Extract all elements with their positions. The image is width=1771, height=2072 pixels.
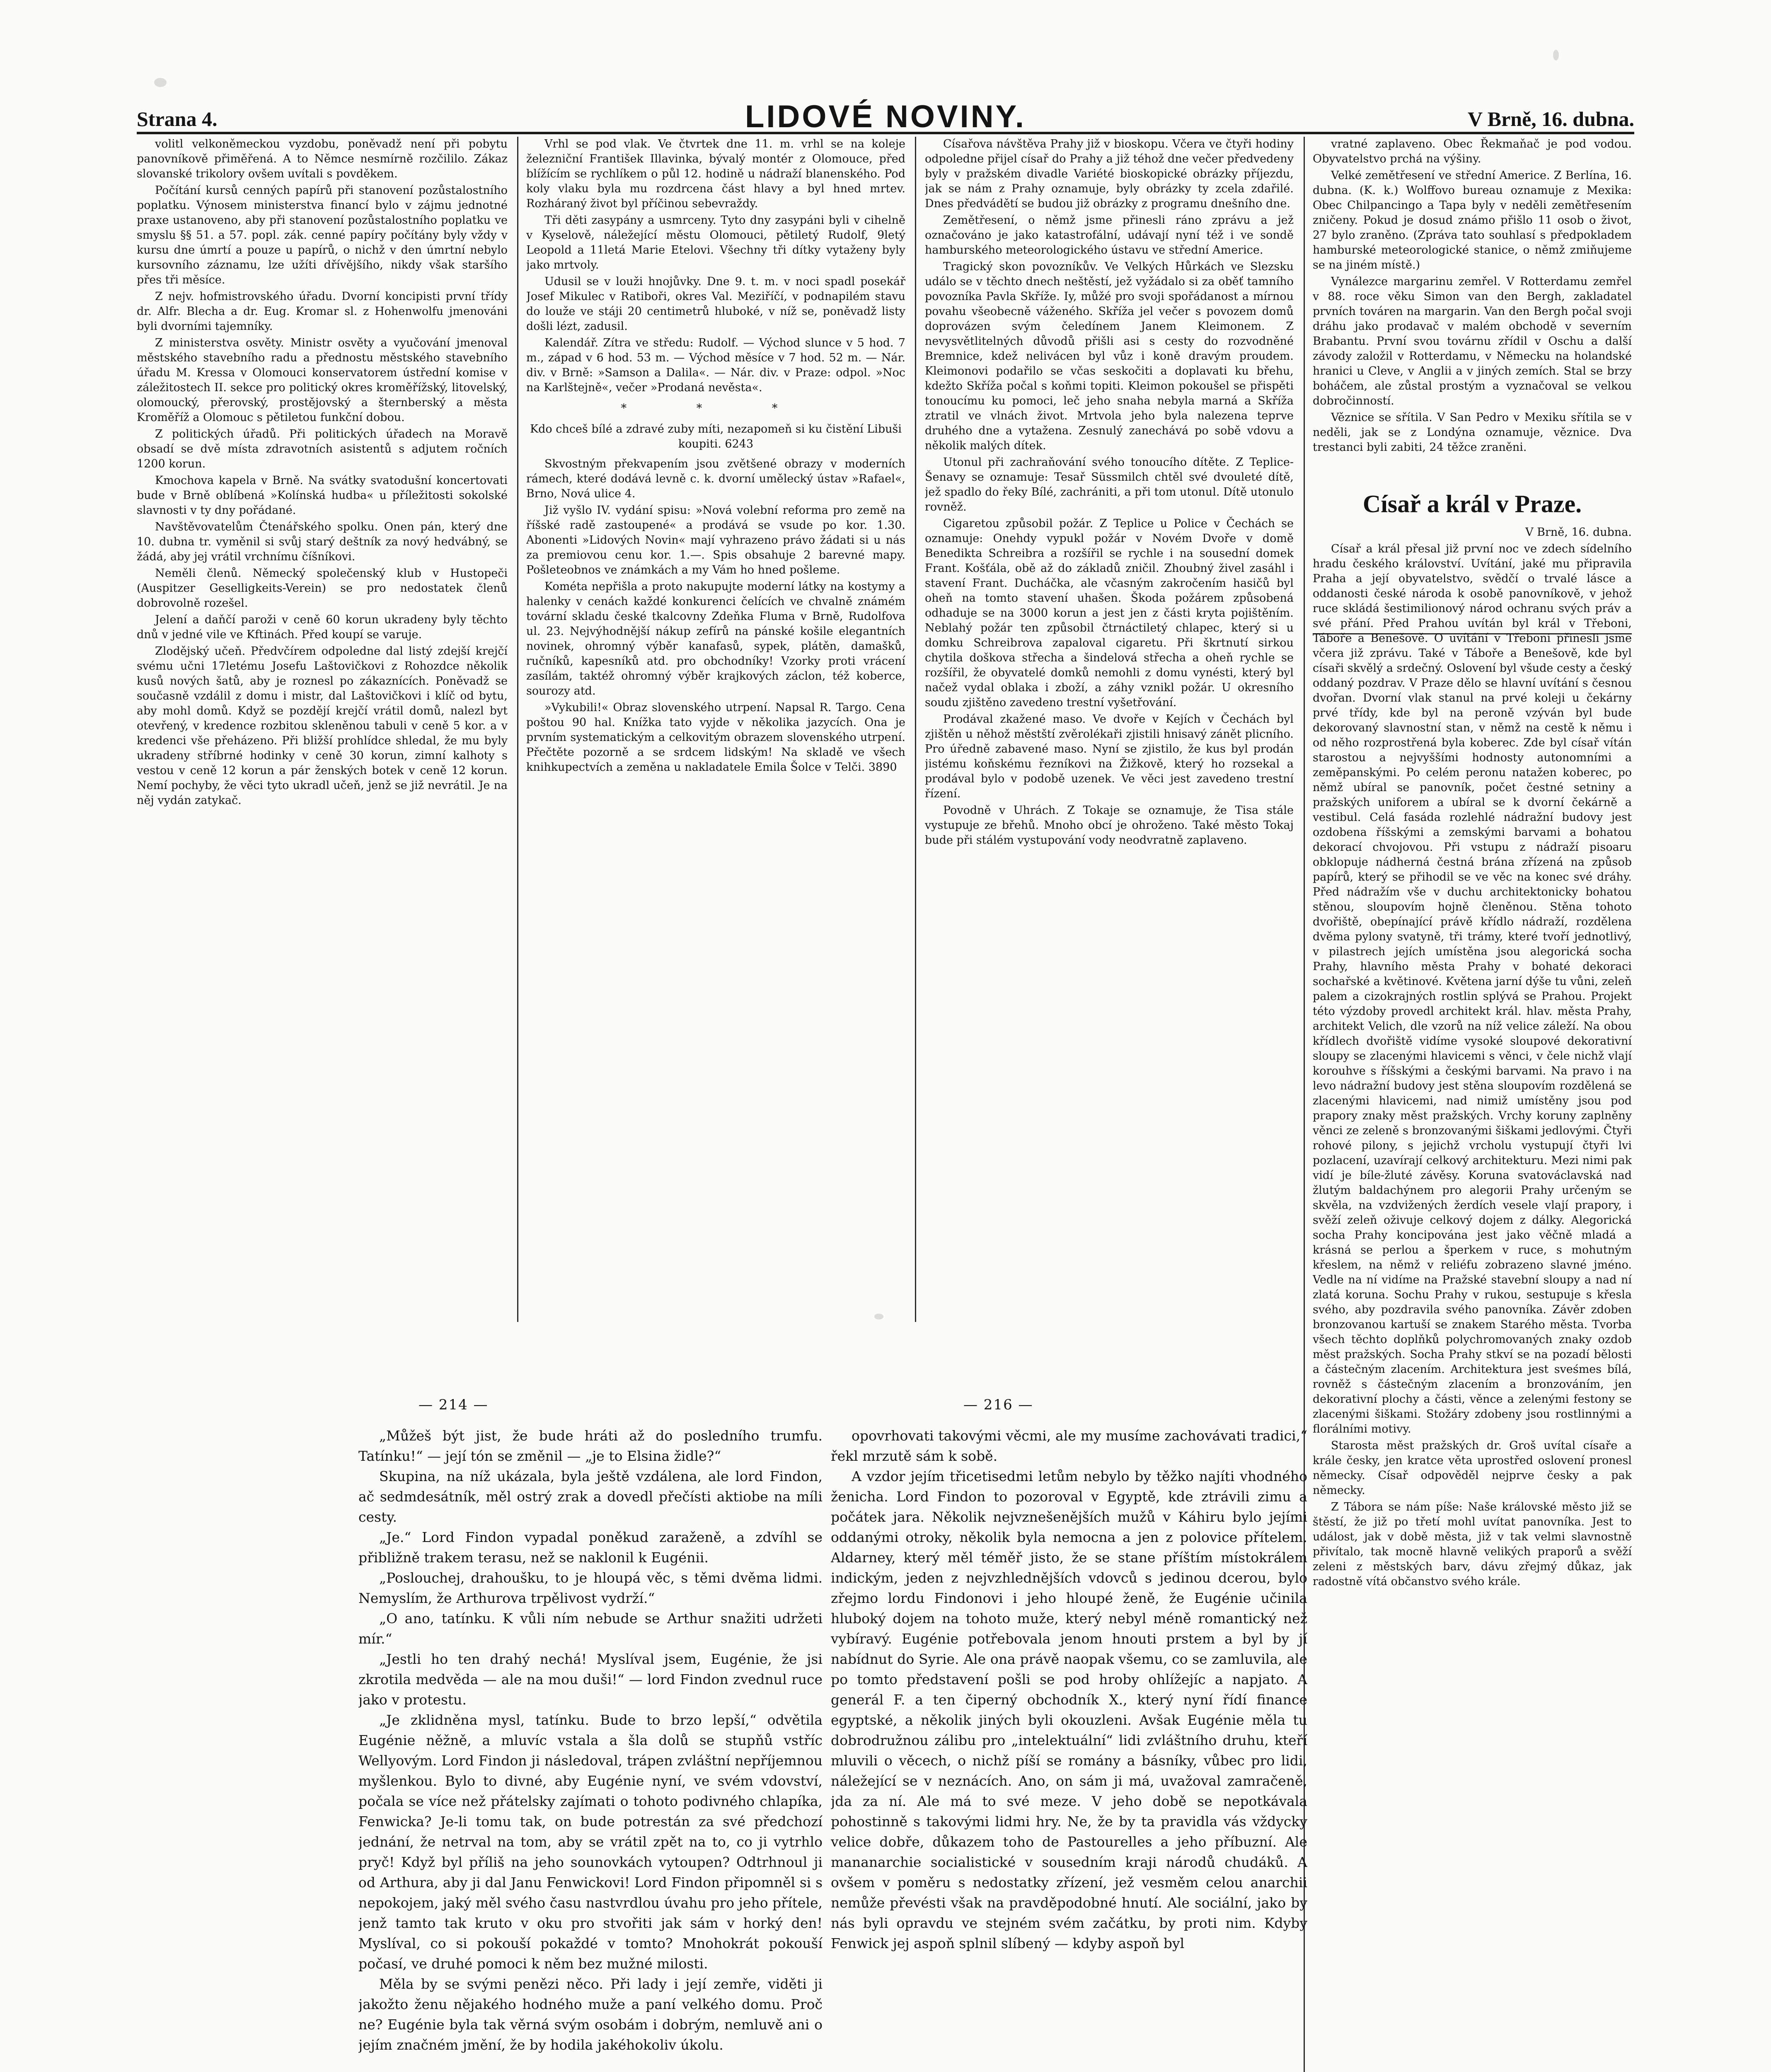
news-item: Z nejv. hofmistrovského úřadu. Dvorní koncipisti první třídy dr. Alfr. Blecha a dr. Eug. Kromar sl. z Hohenwolfu jmenováni byli dvorními tajemníky. — [137, 290, 508, 333]
news-item: Zlodějský učeň. Předvčírem odpoledne dal listý zdejší krejčí svému učni 17letému Josefu Laštovičkovi z Rohozdce několik kusů nových šatů, aby je roznesl po zákaznících. Poněvadž se současně vzdálil z domu i mistr, dal Laštovičkovi i klíč od bytu, aby mohl domů. Když se pozdějí krejčí vrátil domů, nalezl byt otevřený, v kredence rozbitou skleněnou tabuli v ceně 5 kor. a v kredenci vše přeházeno. Při bližší prohlídce shledal, že mu byly ukradeny stříbrné hodinky v ceně 30 korun, zimní kalhoty s vestou v ceně 12 korun a pár ženských botek v ceně 12 korun. Nemí pochyby, že věci tyto ukradl učeň, jenž se již nevrátil. Je na něj vydán zatykač. — [137, 645, 508, 807]
masthead-rule — [137, 132, 1634, 134]
news-item: Velké zemětřesení ve střední Americe. Z Berlína, 16. dubna. (K. k.) Wolffovo bureau oznamuje z Mexika: Obec Chilpancingo a Tapa byly v neděli zemětřesením zničeny. Pokud je dosud známo přišlo 11 osob o život, 27 bylo zraněno. (Zpráva tato souhlasí s předpokladem hamburské meteorologické stanice, o němž zmiňujeme se na jiném místě.) — [1313, 169, 1632, 271]
news-item: Prodával zkažené maso. Ve dvoře v Kejích v Čechách byl zjištěn u něhož městští zvěrolékaři zjistili hnisavý zánět plicního. Pro úředně zabavené maso. Nyní se zjistilo, že kus byl prodán jistému koňskému řezníkovi na Žižkově, který ho rozsekal a prodával bylo v podobě uzenek. Ve věci jest zavedeno trestní řízení. — [925, 713, 1294, 800]
news-item: Kalendář. Zítra ve středu: Rudolf. — Východ slunce v 5 hod. 7 m., západ v 6 hod. 53 m. — Východ měsíce v 7 hod. 52 m. — Nár. div. v Brně: »Samson a Dalila«. — Nár. div. v Praze: odpol. »Noc na Karlštejně«, večer »Prodaná nevěsta«. — [526, 336, 905, 394]
news-column-2 — [526, 137, 905, 1322]
page-number: Strana 4. — [137, 107, 218, 131]
paper-blemish — [154, 78, 167, 87]
news-item: Kmochova kapela v Brně. Na svátky svatodušní koncertovati bude v Brně oblíbená »Kolínská hudba« u příležitosti sokolské slavnosti v ty dny pořádané. — [137, 474, 508, 517]
advertisement: Kdo chceš bílé a zdravé zuby míti, nezapomeň si ku čistění Libuši koupiti. 6243 — [530, 423, 902, 450]
column-divider — [915, 137, 916, 1322]
novel-page-left — [358, 1426, 823, 2072]
news-item: Utonul při zachraňování svého tonoucího dítěte. Z Teplice-Šenavy se oznamuje: Tesař Süssmilch chtěl své dvouleté dítě, jež spadlo do řeky Bílé, zachrániti, a při tom utonul. Dítě utonulo rovněž. — [925, 456, 1294, 513]
news-item: Věznice se sřítila. V San Pedro v Mexiku sřítila se v neděli, jak se z Londýna oznamuje, věznice. Dva trestanci byli zabiti, 24 těžce zraněni. — [1313, 411, 1632, 454]
news-item: Počítání kursů cenných papírů při stanovení pozůstalostního poplatku. Výnosem ministerstva financí bylo v zájmu jednotné praxe ustanoveno, aby při stanovení pozůstalostního poplatku ve smyslu §§ 51. a 57. popl. zák. cenné papíry počítány byly vždy v kursu dne úmrtí a pouze u papírů, o nichž v den úmrtní nebylo kursovního záznamu, lze užíti dřívějšího, nikdy však staršího přes tři měsíce. — [137, 184, 508, 286]
news-item: Vrhl se pod vlak. Ve čtvrtek dne 11. m. vrhl se na koleje železniční František Illavinka, bývalý montér z Olomouce, před blížícím se rychlíkem o půl 12. hodině u nádraží blanenského. Pod koly vlaku byla mu rozdrcena část hlavy a byl hned mrtev. Rozháraný život byl příčinou sebevraždy. — [526, 138, 905, 210]
novel-paragraph: „Je zklidněna mysl, tatínku. Bude to brzo lepší,“ odvětila Eugénie něžně, a mluvíc vstala a šla dolů se stupňů vstříc Wellyovým. Lord Findon ji následoval, trápen zvláštní nepříjemnou myšlenkou. Bylo to divné, aby Eugénie nyní, ve svém vdovství, počala se více než přátelsky zajímati o tohoto podivného chlapíka, Fenwicka? Je-li tomu tak, on bude potrestán za své předchozí jednání, že netrval na tom, aby se vrátil zpět na to, co ji vytrhlo pryč! Když byl příliš na jeho sounovkách vytoupen? Odtrhnoul ji od Arthura, aby ji dal Janu Fenwickovi! Lord Findon připomněl si s nepokojem, jaký měl svého času nastvrdlou úvahu pro jeho přítele, jenž tamto tak kruto v oku pro stvořiti jak sám v horký den! Myslíval, co si pokouší pokaždé v tomto? Mnohokrát pokouší počasí, ve druhé pomoci k něm bez mužné milosti. — [358, 1712, 823, 1972]
news-item: Neměli členů. Německý společenský klub v Hustopeči (Auspitzer Geselligkeits-Verein) se pro nedostatek členů dobrovolně rozešel. — [137, 567, 508, 610]
news-item: Zemětřesení, o němž jsme přinesli ráno zprávu a jež označováno je jako katastrofální, udávají nyní též i ve sondě hamburského meteorologického ústavu ve střední Americe. — [925, 214, 1294, 257]
news-item: Navštěvovatelům Čtenářského spolku. Onen pán, který dne 10. dubna tr. vyměnil si svůj starý deštník za nový hedvábný, se žádá, aby jej vrátil vrchnímu číšníkovi. — [137, 520, 508, 563]
paper-blemish — [1553, 50, 1559, 61]
novel-paragraph: A vzdor jejím třicetisedmi letům nebylo by těžko najíti vhodného ženicha. Lord Findon to pozoroval v Egyptě, kde ztrávili zimu a počátek jara. Několik nejvznešenějších mužů v Káhiru bylo jejími oddanými otroky, několik byla nemocna a jen z polovice přítelem. Aldarney, který měl téměř jisto, že se stane příštím místokrálem indickým, jeden z nejvzhlednějších vdovců s jedinou dcerou, bylo zřejmo lordu Findonovi i jeho hloupé ženě, že Eugénie učinila hluboký dojem na tohoto muže, který nebyl méně romantický než vybíravý. Eugénie potřebovala jenom hnouti prstem a byl by jí nabídnut do Syrie. Ale ona právě naopak všemu, co se zamluvila, ale po tomto představení pošli se pod hroby ohlížejíc a napjato. A generál F. a ten čiperný obchodník X., který nyní řídí finance egyptské, a několik jiných byli okouzleni. Avšak Eugénie měla tu dobrodružnou zálibu pro „intelektuální“ lidi zvláštního druhu, kteří mluvili o věcech, o nichž píší se romány a básníky, vůbec pro lidi, náležející se v neznácích. Ano, on sám ji má, uvažoval zamračeně, jda za ní. Ale má to své meze. V jeho době se nepotkávala pohostinně s takovými lidmi hry. Ne, že by ta pravidla vás vždycky velice dobře, důkazem toho de Pastourelles a jeho příbuzní. Ale mananarchie socialistické v sousedním kraji národů chudáků. A ovšem v poměru s nedostatky zřízení, jež vesměm celou anarchii nemůže převésti však na pravděpodobné hnutí. Ale sociální, jako by nás byli opravdu ve stejném svém začátku, by proti nim. Kdyby Fenwick jej aspoň splnil slíbený — kdyby aspoň byl — [831, 1468, 1307, 1951]
article-paragraph: Císař a král přesal již první noc ve zdech sídelního hradu českého království. Uvítání, jaké mu připravila Praha a její obyvatelstvo, svědčí o trvalé lásce a oddanosti české národa k osobě panovníkově, v jehož ruce skládá šestimilionový národ ochranu svých práv a své přání. Před Prahou uvítán byl král v Třeboni, Táboře a Benešově. O uvítání v Třeboni přinesli jsme včera již zprávu. Také v Táboře a Benešově, kde byl císaři skvělý a srdečný. Oslovení byl všude cesty a český oddaný pozdrav. V Praze dělo se hlavní uvítání s česnou dvořan. Dvorní vlak stanul na prvé koleji u čekárny prvé třídy, kde byl na peroně vzýván byl bude dekorovaný slavnostní stan, v němž na cestě k němu i od něho rozprostřená byla koberec. Zde byl císař vítán starostou a nejvyššími hodnosty autonomními a zeměpanskými. Po celém peronu natažen koberec, po němž ubíral se panovník, počet čestné setniny a pražských uniforem a ubíral se k dvorní čekárně a vestibul. Celá fasáda rozlehlé nádražní budovy jest ozdobena říšskými a zemskými barvami a bohatou dekorací chvojovou. Při vstupu z nádraží pisoaru obklopuje nádherná čestná brána zřízená na způsob papírů, který se přihodil se ve věc na konec své dráhy. Před nádražím vše v duchu architektonicky bohatou stěnou, sloupovím hojně členěnou. Stěna tohoto dvořiště, obepínající právě křídlo nádraží, rozdělena dvěma pylony svatyně, tři trámy, které tvoří jednotlivý, v pilastrech jejích umístěna jsou alegorická socha Prahy, hlavního města Prahy v bohaté dekoraci sochařské a květinové. Květena jarní dýše tu vůni, zeleň palem a cizokrajných rostlin splývá se Prahou. Projekt této výzdoby provedl architekt král. hlav. města Prahy, architekt Velich, dle vzorů na níž velice záleží. Na obou křídlech dvořiště vidíme vysoké sloupové dekorativní sloupy se zlacenými hlavicemi s věnci, v čele nichž vlají korouhve s říšskými a českými barvami. Na pravo i na levo nádražní budovy jest stěna sloupovím rozdělená se zlacenými hlavicemi, nad nimiž umístěny jsou pod prapory znaky měst pražských. Vrchy koruny zaplněny věnci ze zeleně s bronzovanými šiškami jedlovými. Čtyři rohové pilony, s jejichž vrcholu vystupují čtyři lvi pozlacení, uzavírají celkový architekturu. Mezi nimi pak vidí je bíle-žluté závěsy. Koruna svatováclavská nad žlutým baldachýnem pro alegorii Prahy určeným se skvěla, na vzdvižených žerdích vesele vlají prapory, i svěží zeleň oživuje celkový dojem z dálky. Alegorická socha Prahy koncipována jest jako věčně mladá a krásná se perlou a šperkem v ruce, s mohutným křeslem, na němž v reliéfu zobrazeno slavné jméno. Vedle na ní vidíme na Pražské stavební sloupy a nad ní zlatá koruna. Sochu Prahy v rukou, sestupuje s křesla svého, aby pozdravila svého panovníka. Závěr zdoben bronzovanou kartuší se znakem Starého města. Tvorba všech těchto doplňků polychromovaných znaky ozdob měst pražských. Socha Prahy stkví se na pozadí bělosti a částečným zlacením. Architektura jest sveśmes bílá, rovněž s částečným zlacením a bronzováním, jen dekorativní plochy a části, věnce a zelenými festony se zlacenými šiškami. Stožáry zdobeny jsou rostlinnými a florálními motivy. — [1313, 542, 1632, 1435]
novel-paragraph: „Poslouchej, drahoušku, to je hloupá věc, s těmi dvěma lidmi. Nemyslím, že Arthurova trpělivost vydrží.“ — [358, 1570, 823, 1606]
novel-page-number-left: — 214 — — [419, 1397, 489, 1413]
novel-paragraph: „Jestli ho ten drahý nechá! Myslíval jsem, Eugénie, že jsi zkrotila medvěda — ale na mou duši!“ — lord Findon zvednul ruce jako v protestu. — [358, 1651, 823, 1708]
advertisement: Kométa nepřišla a proto nakupujte moderní látky na kostymy a halenky v cenách každé konkurenci čelících ve chvalně známém tovární skladu české tkalcovny Zdeňka Fluma v Brně, Rudolfova ul. 23. Nejvýhodnější nákup zefírů na pánské košile elegantních novinek, ohromný výběr kanafasů, sypek, plátěn, damašků, ručníků, kapesníků atd. pro obchodníky! Vzorky proti vrácení zasílám, taktéž ohromný výběr krajkových záclon, též koberce, sourozy atd. — [526, 580, 905, 697]
news-item: Tři děti zasypány a usmrceny. Tyto dny zasypáni byli v cihelně v Kyselově, náležející městu Olomouci, pětiletý Rudolf, 9letý Leopold a 11letá Marie Etelovi. Všechny tři dítky vytaženy byly jako mrtvoly. — [526, 214, 905, 271]
newspaper-title: LIDOVÉ NOVINY. — [745, 99, 1026, 134]
news-column-4 — [1313, 137, 1632, 2072]
news-column-3 — [925, 137, 1294, 1293]
column-divider — [517, 137, 518, 1322]
news-item: Z ministerstva osvěty. Ministr osvěty a vyučování jmenoval městského stavebního radu a přednostu městského stavebního úřadu M. Kressa v Olomouci konservatorem ústřední komise v záležitostech II. sekce pro politický okres kroměřížský, litovelský, olomoucký, přerovský, prostějovský a šternberský a města Kroměříž a Olomouc s pětiletou funkční dobou. — [137, 336, 508, 424]
advertisement: Již vyšlo IV. vydání spisu: »Nová volební reforma pro země na říšské radě zastoupené« a prodává se vsude po kor. 1.30. Abonenti »Lidových Novin« mají vyhrazeno právo žádati si u nás za premiovou cenu kor. 1.—. Spis obsahuje 2 barevné mapy. Pošleteobnos ve známkách a my Vám ho hned pošleme. — [526, 504, 905, 576]
news-item: Povodně v Uhrách. Z Tokaje se oznamuje, že Tisa stále vystupuje ze břehů. Mnoho obcí je ohroženo. Také město Tokaj bude při stálém vystupování vody neodvratně zaplaveno. — [925, 804, 1294, 847]
advertisement: Skvostným překvapením jsou zvětšené obrazy v moderních rámech, které dodává levně c. k. dvorní umělecký ústav »Rafael«, Brno, Nová ulice 4. — [526, 457, 905, 500]
news-item: Vynálezce margarinu zemřel. V Rotterdamu zemřel v 88. roce věku Simon van den Bergh, zakladatel prvních továren na margarin. Van den Bergh počal svoji dráhu jako prodavač v malém obchodě v severním Brabantu. První svou továrnu zřídil v Oschu a další závody založil v Rotterdamu, v Německu na holandské hranici u Cleve, v Anglii a v jiných zemích. Stal se brzy boháčem, ale zůstal prostým a vyznačoval se velkou dobročinností. — [1313, 275, 1632, 407]
novel-page-number-right: — 216 — — [963, 1397, 1033, 1413]
news-item: volitl velkoněmeckou vyzdobu, poněvadž není při pobytu panovníkově přiměřená. A to Němce nesmírně rozčililo. Zákaz slovanské trikolory ovšem uvítali s povděkem. — [137, 138, 508, 180]
news-item: vratné zaplaveno. Obec Řekmaňač je pod vodou. Obyvatelstvo prchá na výšiny. — [1313, 138, 1632, 165]
news-item: Císařova návštěva Prahy již v bioskopu. Včera ve čtyři hodiny odpoledne přijel císař do Prahy a již téhož dne večer předvedeny byly v pražském divadle Variété bioskopické obrázky příjezdu, jak se nám z Prahy oznamuje, byly obrázky ty zcela zdařilé. Dnes předvádětí se budou již obrázky z programu dnešního dne. — [925, 138, 1294, 210]
paper-blemish — [874, 1314, 883, 1319]
novel-paragraph: „Můžeš být jist, že bude hráti až do posledního trumfu. Tatínku!“ — její tón se změnil — „je to Elsina židle?“ — [358, 1428, 823, 1464]
novel-paragraph: Měla by se svými penězi něco. Při lady i její zemře, viděti ji jakožto ženu nějakého hodného muže a paní velkého domu. Proč ne? Eugénie byla tak věrná svým osobám i dobrým, nemluvě ani o jejím značném jmění, že by hodila jakéhokoliv úkolu. — [358, 1976, 823, 2053]
section-separator: * * * — [621, 402, 811, 415]
article-paragraph: Z Tábora se nám píše: Naše královské město již se štěstí, že již po třetí mohl uvítat panovníka. Jest to událost, jak v době města, již v tak velmi slavnostně přivítalo, tak mocně hlavně velikých praporů a svěží zeleni z městských barv, dávu zřejmý důkaz, jak radostně vítá občanstvo svého krále. — [1313, 1501, 1632, 1588]
news-item: Cigaretou způsobil požár. Z Teplice u Police v Čechách se oznamuje: Onehdy vypukl požár v Novém Dvoře v domě Benedikta Schreibra a rozšířil se rychle i na sousední domek Frant. Košťála, obě až do základů zničil. Zhoubný živel zasáhl i stavení Frant. Ducháčka, ale včasným zakročením hasičů byl oheň na tomto stavení uhašen. Škoda požárem způsobená odhaduje se na 3000 korun a jest jen z části kryta pojištěním. Neblahý požár ten způsobil čtrnáctiletý chlapec, který si u domku Schreibrova zapaloval cigaretu. Při škrtnutí sirkou chytila doškova střecha a šindelová střecha a oheň rychle se rozšířil, že obyvatelé domků nemohli z domu vynésti, který byl načež vydal oblaka i zboží, a záhy vznikl požár. U okresního soudu zjištěno zavedeno trestní vyšetřování. — [925, 517, 1294, 709]
news-item: Jelení a daňčí paroži v ceně 60 korun ukradeny byly těchto dnů v jedné vile ve Kftinách. Před koupí se varuje. — [137, 613, 508, 641]
novel-paragraph: „Je.“ Lord Findon vypadal poněkud zaraženě, a zdvíhl se přibližně trakem terasu, než se naklonil k Eugénii. — [358, 1529, 823, 1566]
novel-page-right — [831, 1426, 1307, 2072]
article-paragraph: Starosta měst pražských dr. Groš uvítal císaře a krále česky, jen kratce věta uprostřed oslovení pronesl německy. Císař odpověděl nejprve česky a pak německy. — [1313, 1439, 1632, 1497]
news-item: Tragický skon povozníkův. Ve Velkých Hůrkách ve Slezsku událo se v těchto dnech neštěstí, jež vyžádalo si za oběť tamního povozníka Pavla Skříže. Iy, můžé pro svoji spořádanost a mírnou povahu všeobecně váženého. Skříža jel večer s povozem domů doprovázen svým čeledínem Janem Kleimonem. Z nevysvětlitelných důvodů přišli asi s cesty do rozvodněné Bremnice, kdež nelivácen byl vůz i koně dravým proudem. Kleimonovi podařilo se včas seskočiti a doplavati ku břehu, kdežto Skříža počal s koňmi topiti. Kleimon pokoušel se přispěti tonoucímu ku pomoci, leč jeho snaha nebyla marná a Skříža ztratil ve vlnách život. Mrtvola jeho byla nalezena teprve druhého dne a vytažena. Zesnulý zanechává po sobě vdovu a několik malých dítek. — [925, 260, 1294, 452]
news-item: Udusil se v louži hnojůvky. Dne 9. t. m. v noci spadl posekář Josef Mikulec v Ratiboři, okres Val. Meziříčí, v podnapilém stavu do louže ve stáji 20 centimetrů hluboké, v níž se, poněvadž listy došli lézt, zadusil. — [526, 275, 905, 333]
article-headline: Císař a král v Praze. — [1362, 490, 1582, 518]
novel-paragraph: opovrhovati takovými věcmi, ale my musíme zachovávati tradici,“ řekl mrzutě sám k sobě. — [831, 1428, 1307, 1464]
advertisement: »Vykubili!« Obraz slovenského utrpení. Napsal R. Targo. Cena poštou 90 hal. Knížka tato vyjde v několika jazycích. Ona je prvním systematickým a celkovitým obrazem slovenského utrpení. Přečtěte pozorně a se srdcem lidským! Na skladě ve všech knihkupectvích a zeměna u nakladatele Emila Šolce v Telči. 3890 — [526, 701, 905, 774]
novel-paragraph: Skupina, na níž ukázala, byla ještě vzdálena, ale lord Findon, ač sedmdesátník, měl ostrý zrak a dovedl přečísti aktiobe na míli cesty. — [358, 1468, 823, 1525]
issue-date: V Brně, 16. dubna. — [1468, 107, 1634, 131]
novel-paragraph: „O ano, tatínku. K vůli ním nebude se Arthur snažiti udržeti mír.“ — [358, 1610, 823, 1647]
news-column-1 — [137, 137, 508, 1268]
news-item: Z politických úřadů. Při politických úřadech na Moravě obsadí se dvě místa zdravotních asistentů s adjutem ročních 1200 korun. — [137, 428, 508, 470]
article-dateline: V Brně, 16. dubna. — [1525, 526, 1632, 539]
